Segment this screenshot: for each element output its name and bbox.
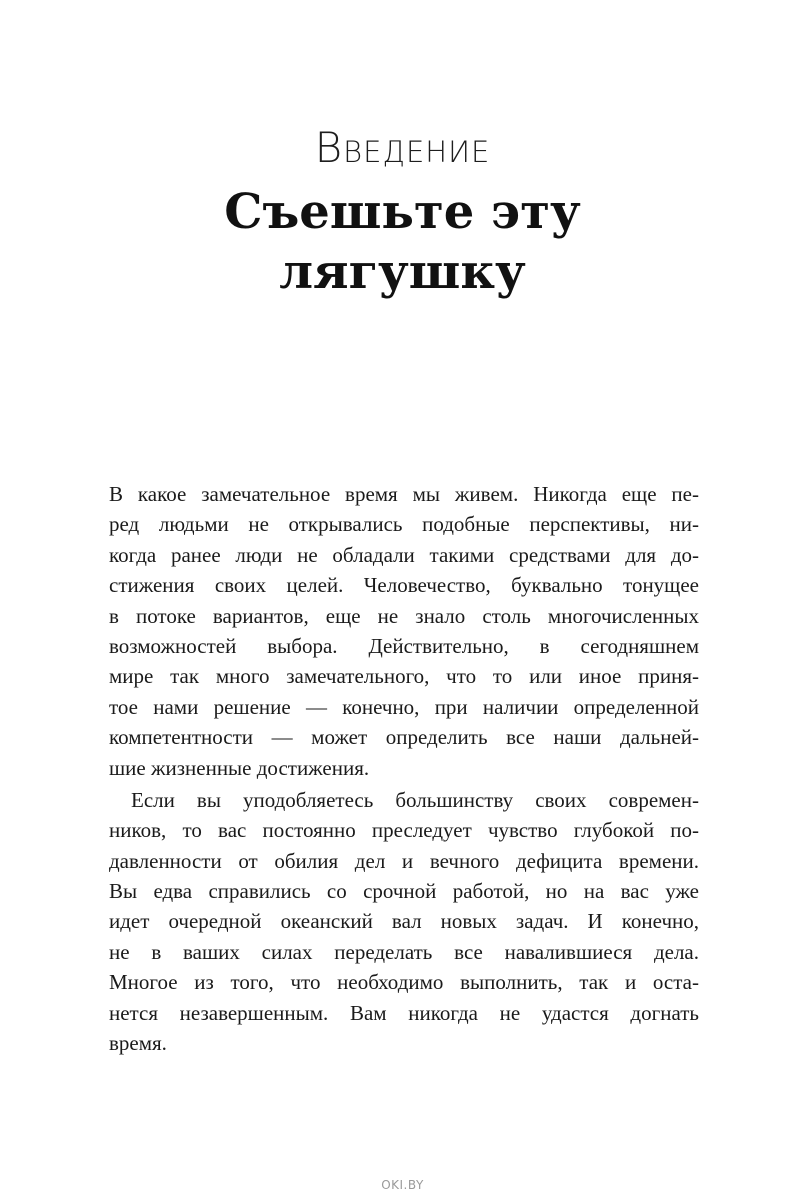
body-text [109,479,699,1058]
text-line: когда ранее люди не обладали такими средствами для до- [109,542,699,567]
chapter-title-line: Съешьте эту [224,184,581,240]
text-line: мире так много замечательного, что то или иное приня- [109,664,699,689]
chapter-label: Введение [314,123,491,172]
text-line: ников, то вас постоянно преследует чувство глубокой по- [109,818,699,843]
chapter-title [0,182,805,302]
text-line: Многое из того, что необходимо выполнить, так и оста- [109,970,699,995]
text-line: Если вы уподобляетесь большинству своих современ- [131,787,699,812]
text-line: компетентности — может определить все наши дальней- [109,725,699,750]
text-line: шие жизненные достижения. [109,755,370,780]
text-line: нется незавершенным. Вам никогда не удастся догнать [109,1000,699,1025]
paragraph [109,479,699,783]
text-line: В какое замечательное время мы живем. Никогда еще пе- [109,482,699,506]
text-line: Вы едва справились со срочной работой, но на вас уже [109,879,699,904]
text-line: ред людьми не открывались подобные перспективы, ни- [109,512,699,537]
text-line: стижения своих целей. Человечество, буквально тонущее [109,573,699,598]
text-line: идет очередной океанский вал новых задач. И конечно, [109,909,699,934]
chapter-title-line: лягушку [279,244,526,300]
text-line: не в ваших силах переделать все навалившиеся дела. [109,939,699,964]
paragraph [109,785,699,1059]
text-line: давленности от обилия дел и вечного дефицита времени. [109,848,699,873]
watermark: OKI.BY [381,1178,424,1192]
text-line: время. [109,1031,167,1056]
text-line: в потоке вариантов, еще не знало столь многочисленных [109,603,699,628]
text-line: возможностей выбора. Действительно, в сегодняшнем [109,633,699,658]
text-line: тое нами решение — конечно, при наличии определенной [109,694,699,719]
